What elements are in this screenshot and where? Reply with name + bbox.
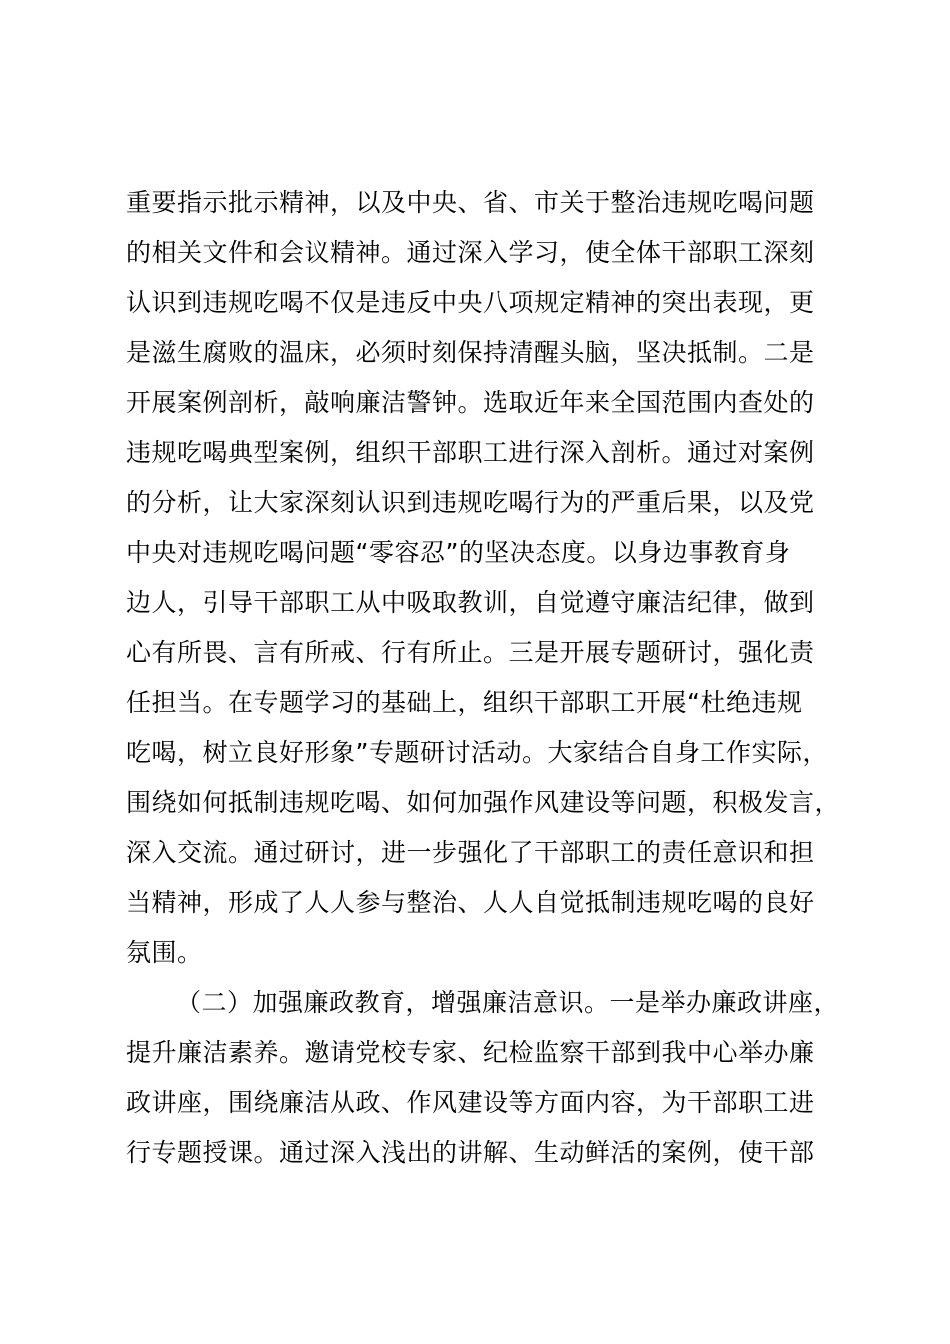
text-line: 围绕如何抵制违规吃喝、如何加强作风建设等问题，积极发言， — [126, 788, 841, 817]
text-line: 的相关文件和会议精神。通过深入学习，使全体干部职工深刻 — [126, 238, 815, 267]
text-line: 的分析，让大家深刻认识到违规吃喝行为的严重后果，以及党 — [126, 488, 815, 517]
text-line: 认识到违规吃喝不仅是违反中央八项规定精神的突出表现，更 — [126, 288, 815, 317]
text-line: 政讲座，围绕廉洁从政、作风建设等方面内容，为干部职工进 — [126, 1088, 815, 1117]
text-line: 吃喝，树立良好形象”专题研讨活动。大家结合自身工作实际， — [126, 738, 828, 767]
text-line: 违规吃喝典型案例，组织干部职工进行深入剖析。通过对案例 — [126, 438, 815, 467]
text-line: 是滋生腐败的温床，必须时刻保持清醒头脑，坚决抵制。二是 — [126, 338, 815, 367]
text-line: 开展案例剖析，敲响廉洁警钟。选取近年来全国范围内查处的 — [126, 388, 815, 417]
text-line: 提升廉洁素养。邀请党校专家、纪检监察干部到我中心举办廉 — [126, 1038, 815, 1067]
text-line: 心有所畏、言有所戒、行有所止。三是开展专题研讨，强化责 — [126, 638, 815, 667]
text-line: 行专题授课。通过深入浅出的讲解、生动鲜活的案例，使干部 — [126, 1138, 815, 1167]
text-line: 中央对违规吃喝问题“零容忍”的坚决态度。以身边事教育身 — [126, 538, 791, 567]
text-line: 重要指示批示精神，以及中央、省、市关于整治违规吃喝问题 — [126, 188, 815, 217]
text-line: 深入交流。通过研讨，进一步强化了干部职工的责任意识和担 — [126, 838, 815, 867]
body-text — [126, 178, 866, 1178]
text-line: 当精神，形成了人人参与整治、人人自觉抵制违规吃喝的良好 — [126, 888, 815, 917]
text-line: 氛围。 — [126, 938, 203, 967]
text-line: 边人，引导干部职工从中吸取教训，自觉遵守廉洁纪律，做到 — [126, 588, 815, 617]
section-heading-line: （二）加强廉政教育，增强廉洁意识。一是举办廉政讲座， — [176, 988, 840, 1017]
text-line: 任担当。在专题学习的基础上，组织干部职工开展“杜绝违规 — [126, 688, 803, 717]
